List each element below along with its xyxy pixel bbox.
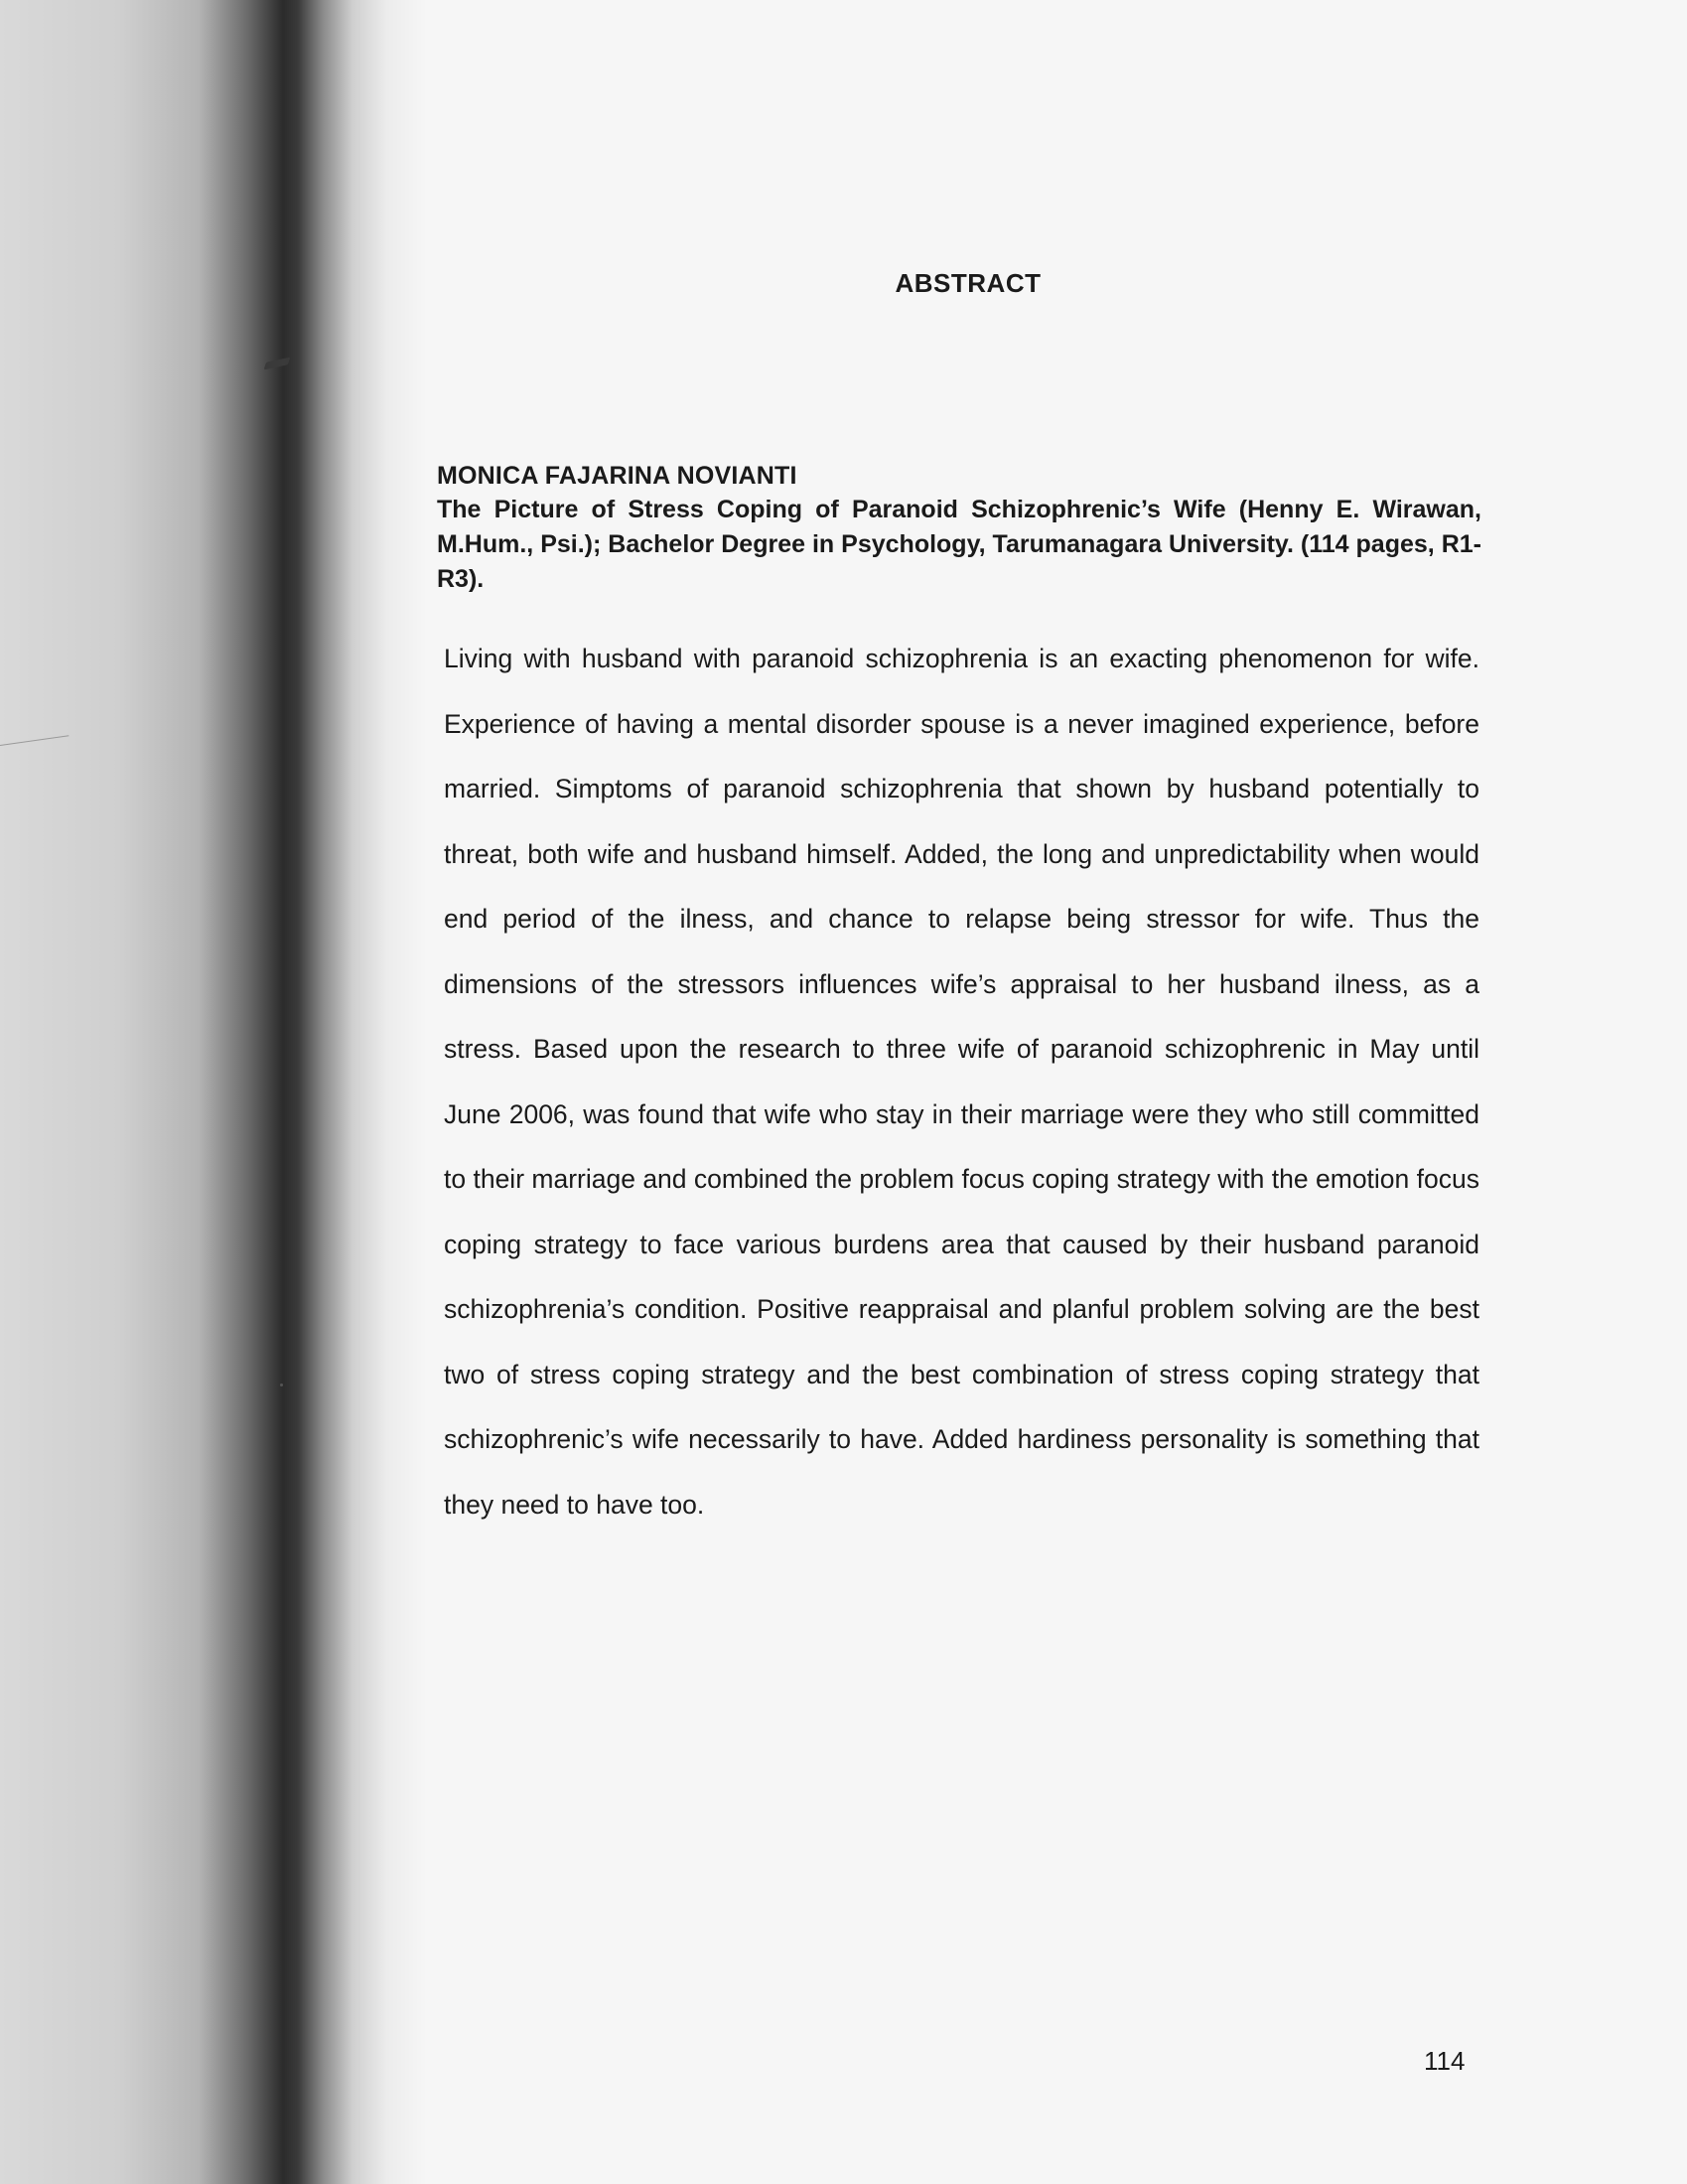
page-number: 114 xyxy=(1424,2046,1466,2076)
abstract-body: Living with husband with paranoid schizophrenia is an exacting phenomenon for wife. Experience of having a mental disorder spouse is a never imagined experience, before married. Simptoms of paranoid schizophrenia that shown by husband potentially to threat, both wife and husband himself. Added, the long and unpredictability when would end period of the ilness, and chance to relapse being stressor for wife. Thus the dimensions of the stressors influences wife’s appraisal to her husband ilness, as a stress. Based upon the research to three wife of paranoid schizophrenic in May until June 2006, was found that wife who stay in their marriage were they who still committed to their marriage and combined the problem focus coping strategy with the emotion focus coping strategy to face various burdens area that caused by their husband paranoid schizophrenia’s condition. Positive reappraisal and planful problem solving are the best two of stress coping strategy and the best combination of stress coping strategy that schizophrenic’s wife necessarily to have. Added hardiness personality is something that they need to have too. xyxy=(444,644,1479,1520)
binding-shadow xyxy=(0,0,427,2184)
scan-artifact-dot xyxy=(280,1383,283,1386)
abstract-header xyxy=(437,460,1481,597)
thesis-citation: The Picture of Stress Coping of Paranoid Schizophrenic’s Wife (Henny E. Wirawan, M.Hum., Psi.); Bachelor Degree in Psychology, Tarumanagara University. (114 pages, R1-R3). xyxy=(437,496,1481,593)
author-name: MONICA FAJARINA NOVIANTI xyxy=(437,462,797,490)
page-title: ABSTRACT xyxy=(895,268,1042,298)
